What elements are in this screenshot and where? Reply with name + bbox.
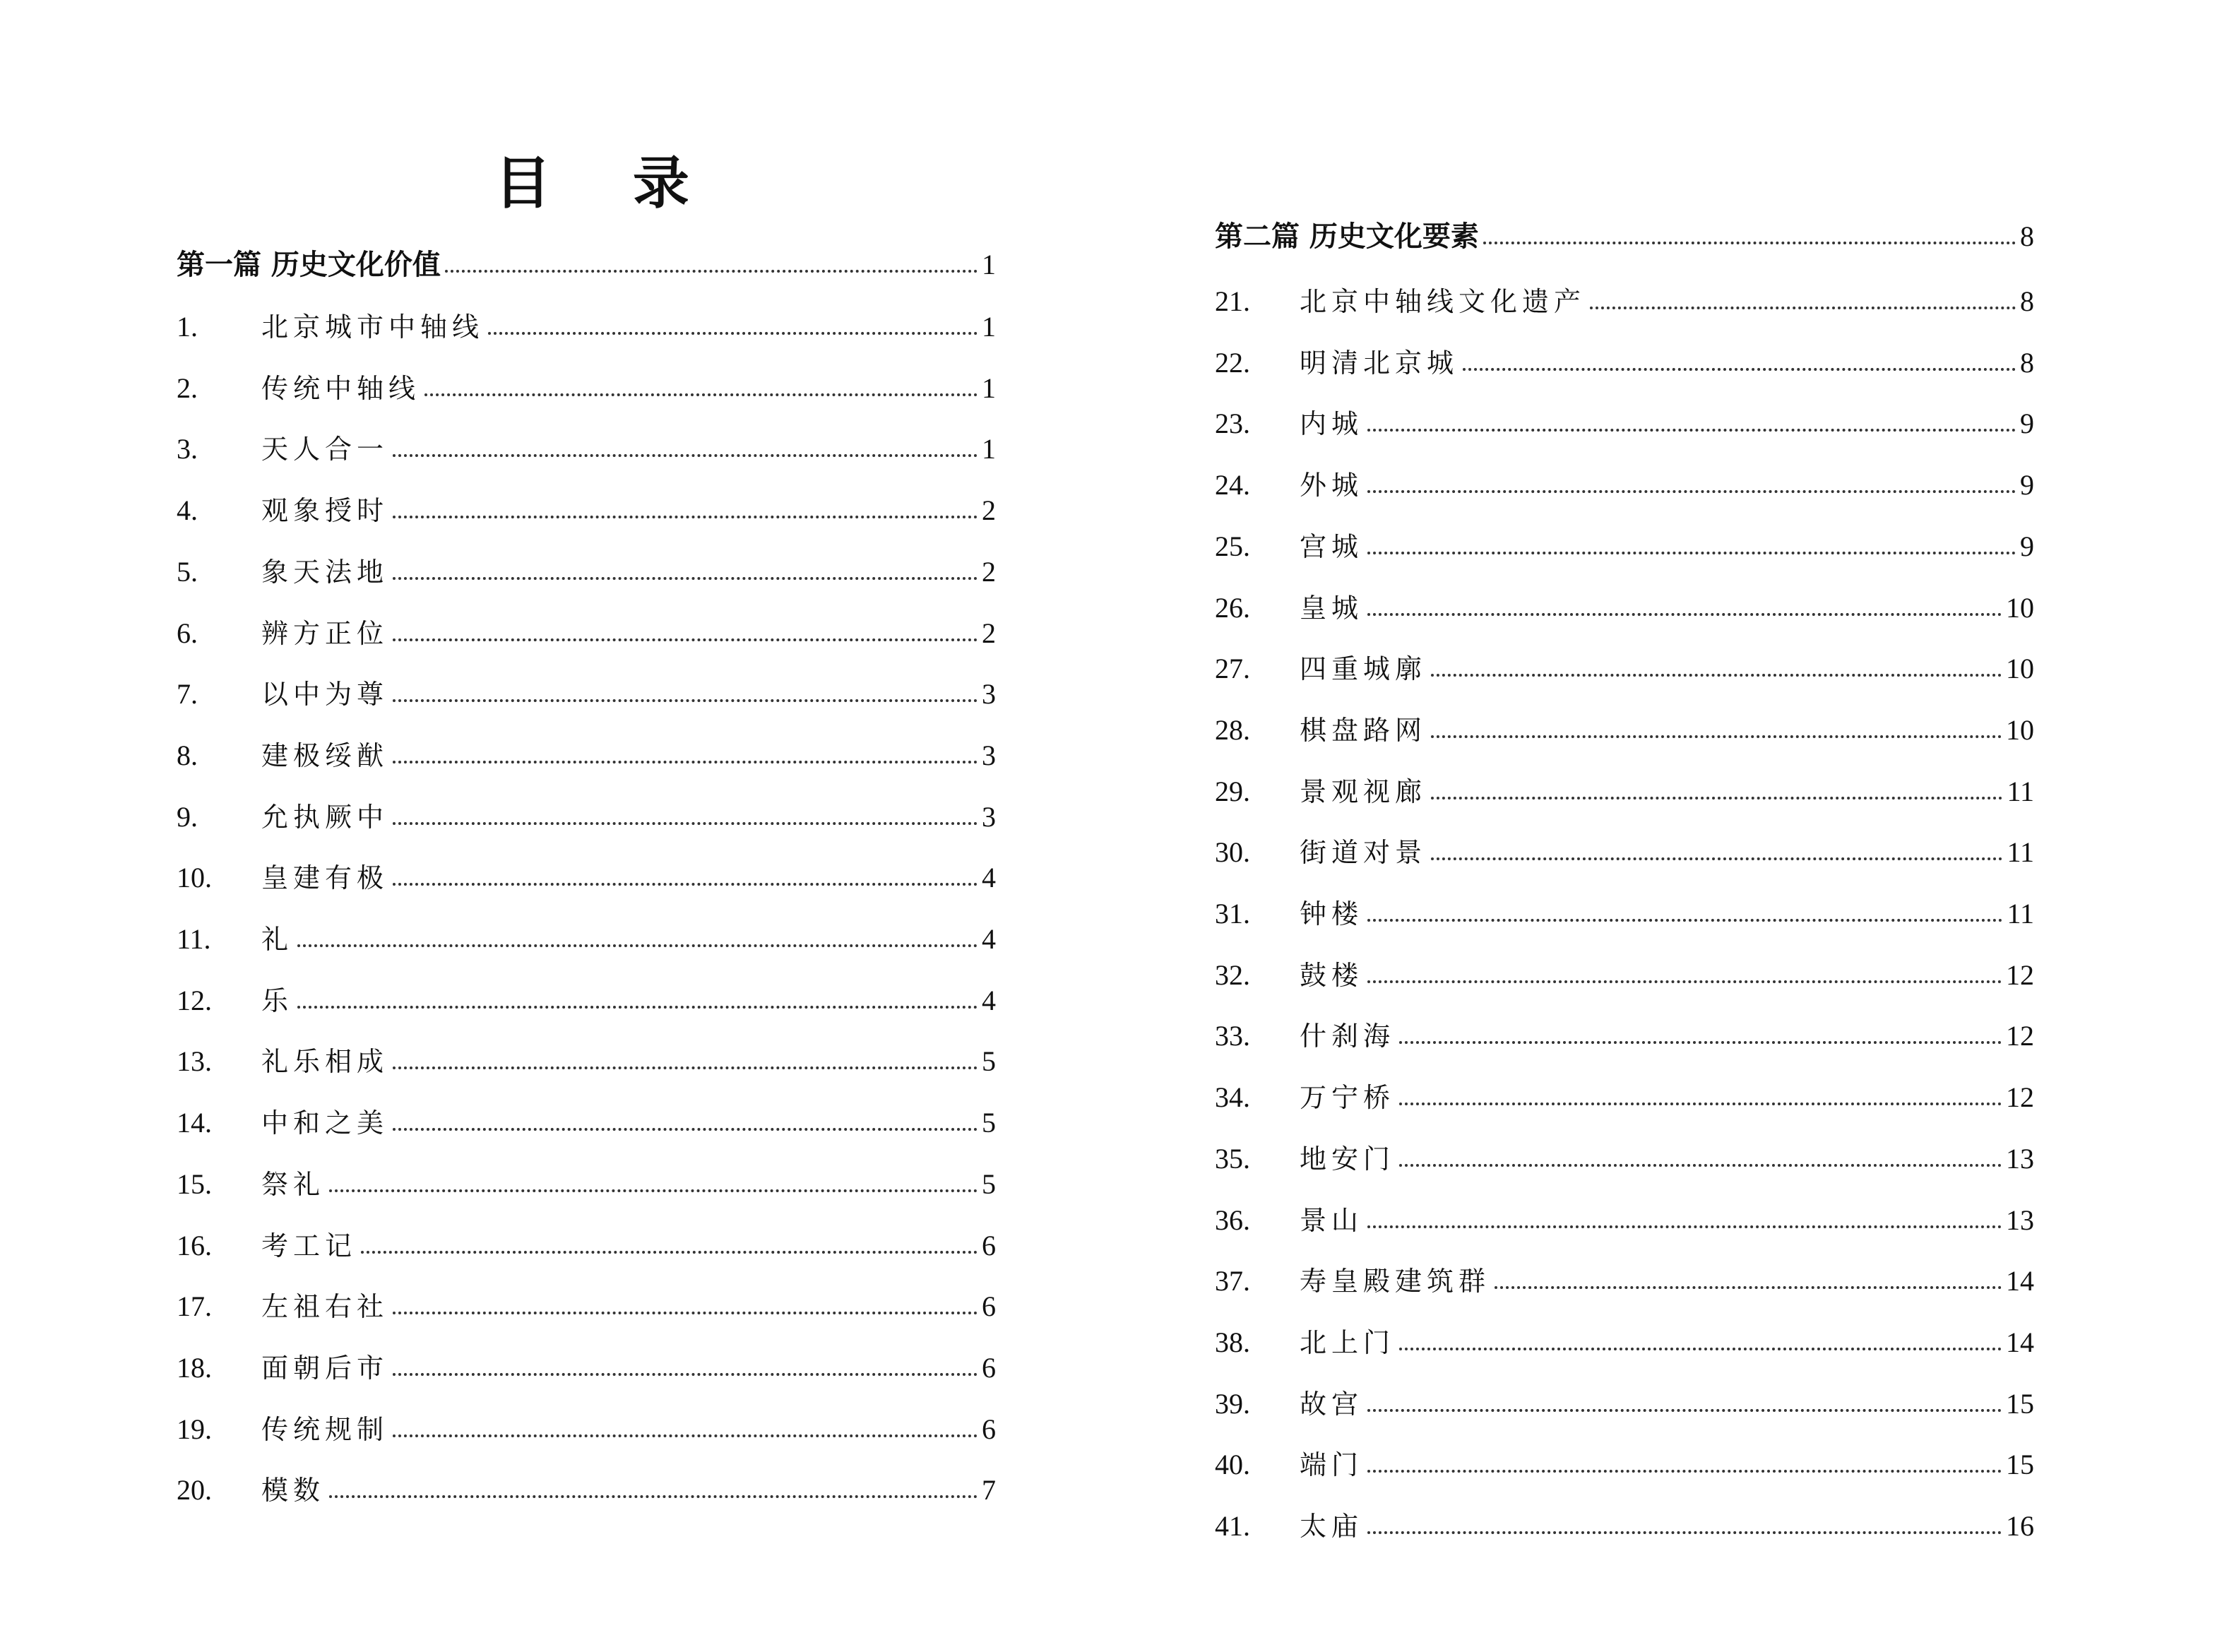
dot-leader [393, 577, 978, 580]
dot-leader [1483, 242, 2016, 244]
toc-entry[interactable] [177, 670, 996, 712]
toc-entry-label: 街道对景 [1300, 837, 1427, 869]
toc-entry-label: 面朝后市 [261, 1352, 389, 1384]
toc-entry-label: 观象授时 [261, 495, 389, 527]
toc-entry[interactable] [177, 1160, 996, 1202]
toc-page-number: 10 [2006, 653, 2034, 685]
toc-entry-number: 1. [177, 311, 198, 343]
toc-page-number: 12 [2006, 958, 2034, 991]
toc-entry[interactable] [1215, 1318, 2034, 1360]
toc-entry-label: 天人合一 [261, 434, 389, 465]
toc-entry[interactable] [1215, 1440, 2034, 1482]
toc-entry[interactable] [177, 302, 996, 345]
toc-page-number: 5 [982, 1167, 996, 1200]
toc-entry-number: 19. [177, 1413, 212, 1445]
toc-page-number: 5 [982, 1107, 996, 1139]
toc-section-label: 第一篇 历史文化价值 [177, 248, 441, 281]
toc-entry-label: 景观视廊 [1300, 776, 1427, 807]
toc-entry-number: 15. [177, 1167, 212, 1200]
toc-page-number: 2 [982, 494, 996, 527]
toc-entry[interactable] [1215, 889, 2034, 932]
toc-page-number: 3 [982, 739, 996, 771]
toc-page-number: 10 [2006, 591, 2034, 624]
dot-leader [393, 1312, 978, 1314]
toc-entry-label: 以中为尊 [261, 679, 389, 711]
toc-entry-label: 模数 [261, 1475, 326, 1507]
toc-entry-number: 34. [1215, 1081, 1250, 1114]
toc-entry[interactable] [177, 424, 996, 467]
toc-entry-label: 端门 [1300, 1449, 1364, 1481]
toc-entry-number: 31. [1215, 898, 1250, 929]
toc-page-number: 8 [2020, 285, 2034, 317]
toc-entry-number: 40. [1215, 1449, 1250, 1481]
toc-entry-label: 故宫 [1300, 1388, 1364, 1420]
toc-entry[interactable] [1215, 1502, 2034, 1544]
toc-entry-label: 寿皇殿建筑群 [1300, 1266, 1491, 1297]
toc-page-number: 11 [2007, 898, 2034, 929]
toc-entry-label: 考工记 [261, 1230, 357, 1261]
toc-entry[interactable] [1215, 1134, 2034, 1177]
toc-entry-label: 礼乐相成 [261, 1046, 389, 1078]
toc-entry-number: 2. [177, 372, 198, 404]
toc-entry-number: 32. [1215, 958, 1250, 991]
toc-entry-label: 外城 [1300, 470, 1364, 501]
toc-page-number: 13 [2006, 1142, 2034, 1175]
toc-page-number: 1 [982, 433, 996, 465]
toc-entry-label: 建极绥猷 [261, 739, 389, 771]
dot-leader [1367, 552, 2016, 554]
toc-entry[interactable] [1215, 1073, 2034, 1115]
toc-entry[interactable] [1215, 644, 2034, 687]
toc-entry-number: 12. [177, 984, 212, 1016]
toc-entry-number: 8. [177, 739, 198, 771]
toc-page-number: 1 [982, 249, 996, 280]
toc-entry[interactable] [1215, 706, 2034, 748]
toc-page-number: 1 [982, 372, 996, 404]
toc-page-number: 15 [2006, 1449, 2034, 1481]
dot-leader [1367, 429, 2016, 432]
toc-entry-number: 37. [1215, 1265, 1250, 1297]
toc-page-number: 6 [982, 1351, 996, 1384]
toc-page-number: 12 [2006, 1081, 2034, 1114]
toc-entry-label: 乐 [261, 985, 294, 1016]
toc-entry-number: 16. [177, 1229, 212, 1261]
dot-leader [1431, 797, 2002, 800]
dot-leader [1399, 1348, 2002, 1350]
dot-leader [1367, 490, 2016, 493]
page-title: 目 录 [494, 150, 720, 216]
toc-entry[interactable] [1215, 1196, 2034, 1238]
dot-leader [424, 393, 978, 396]
toc-entry-label: 鼓楼 [1300, 959, 1364, 991]
toc-entry[interactable] [177, 486, 996, 528]
dot-leader [488, 332, 978, 335]
toc-entry[interactable] [177, 1466, 996, 1508]
toc-entry[interactable] [177, 364, 996, 406]
toc-page-number: 12 [2006, 1020, 2034, 1052]
toc-entry[interactable] [1215, 277, 2034, 319]
toc-entry-number: 11. [177, 923, 211, 955]
toc-entry-number: 36. [1215, 1204, 1250, 1236]
dot-leader [1431, 857, 2002, 860]
toc-page-number: 4 [982, 862, 996, 894]
toc-entry-number: 23. [1215, 408, 1250, 440]
dot-leader [1431, 674, 2002, 677]
toc-entry[interactable] [177, 915, 996, 957]
dot-leader [297, 944, 978, 947]
toc-entry-number: 27. [1215, 653, 1250, 685]
toc-page-number: 1 [982, 311, 996, 343]
toc-entry-label: 礼 [261, 924, 294, 955]
dot-leader [393, 638, 978, 641]
dot-leader [361, 1251, 978, 1254]
toc-page-number: 14 [2006, 1265, 2034, 1297]
toc-entry-number: 21. [1215, 285, 1250, 317]
toc-entry-label: 传统中轴线 [261, 372, 421, 404]
dot-leader [1399, 1103, 2002, 1105]
toc-entry-label: 什刹海 [1300, 1021, 1396, 1052]
toc-entry[interactable] [1215, 460, 2034, 503]
toc-entry[interactable] [177, 731, 996, 773]
toc-page-number: 11 [2007, 836, 2034, 869]
toc-page-number: 4 [982, 984, 996, 1016]
toc-entry-number: 26. [1215, 591, 1250, 624]
dot-leader [1431, 735, 2002, 738]
toc-entry-label: 辨方正位 [261, 617, 389, 649]
toc-entry[interactable] [1215, 951, 2034, 993]
toc-page-right [1215, 0, 2034, 1652]
dot-leader [393, 516, 978, 518]
toc-entry-label: 棋盘路网 [1300, 714, 1427, 746]
toc-entry-number: 4. [177, 494, 198, 527]
toc-entry[interactable] [1215, 1379, 2034, 1422]
toc-entry[interactable] [177, 1343, 996, 1386]
dot-leader [393, 699, 978, 702]
toc-entry-number: 25. [1215, 530, 1250, 562]
toc-entry-number: 3. [177, 433, 198, 465]
toc-entry-label: 皇建有极 [261, 862, 389, 894]
dot-leader [1367, 1225, 2002, 1228]
toc-page-number: 9 [2020, 469, 2034, 501]
dot-leader [393, 1434, 978, 1437]
toc-entry-number: 18. [177, 1351, 212, 1384]
dot-leader [1367, 613, 2002, 616]
toc-entry-number: 14. [177, 1107, 212, 1139]
dot-leader [1495, 1286, 2002, 1289]
toc-entry-number: 35. [1215, 1142, 1250, 1175]
dot-leader [393, 454, 978, 457]
toc-entry-label: 北京中轴线文化遗产 [1300, 286, 1586, 317]
dot-leader [1399, 1164, 2002, 1167]
toc-page-number: 2 [982, 555, 996, 588]
dot-leader [329, 1189, 978, 1192]
toc-page-number: 8 [2020, 220, 2034, 252]
toc-entry-label: 钟楼 [1300, 898, 1364, 929]
toc-entry-label: 内城 [1300, 408, 1364, 440]
toc-entry[interactable] [177, 1282, 996, 1324]
toc-entry-number: 22. [1215, 346, 1250, 379]
toc-page-number: 5 [982, 1045, 996, 1078]
toc-page-number: 15 [2006, 1387, 2034, 1420]
dot-leader [297, 1006, 978, 1009]
toc-entry[interactable] [1215, 828, 2034, 870]
toc-page-number: 9 [2020, 530, 2034, 562]
toc-entry-label: 象天法地 [261, 556, 389, 588]
toc-entry-label: 四重城廓 [1300, 653, 1427, 685]
toc-entry[interactable] [1215, 522, 2034, 564]
dot-leader [1367, 1531, 2002, 1534]
toc-entry[interactable] [1215, 583, 2034, 626]
toc-page-number: 9 [2020, 408, 2034, 440]
toc-entry-number: 41. [1215, 1510, 1250, 1542]
toc-page-left [177, 0, 996, 1652]
toc-entry-label: 左祖右社 [261, 1291, 389, 1323]
dot-leader [393, 761, 978, 763]
toc-entry[interactable] [177, 976, 996, 1018]
toc-entry[interactable] [177, 609, 996, 651]
toc-entry-label: 太庙 [1300, 1511, 1364, 1542]
toc-entry-number: 6. [177, 617, 198, 649]
dot-leader [445, 270, 978, 273]
dot-leader [1590, 307, 2016, 309]
toc-entry-label: 允执厥中 [261, 801, 389, 833]
toc-entry-label: 祭礼 [261, 1168, 326, 1200]
toc-entry-label: 传统规制 [261, 1413, 389, 1445]
toc-entry[interactable] [1215, 1256, 2034, 1299]
toc-section-heading[interactable] [177, 240, 996, 283]
toc-entry-label: 中和之美 [261, 1107, 389, 1139]
toc-section-heading[interactable] [1215, 212, 2034, 254]
toc-page-number: 13 [2006, 1204, 2034, 1236]
toc-entry[interactable] [177, 1405, 996, 1447]
toc-page-number: 4 [982, 923, 996, 955]
toc-entry-number: 38. [1215, 1326, 1250, 1358]
toc-page-number: 6 [982, 1229, 996, 1261]
dot-leader [393, 1128, 978, 1131]
dot-leader [1463, 368, 2016, 371]
toc-entry-label: 皇城 [1300, 592, 1364, 624]
toc-page-number: 3 [982, 678, 996, 711]
toc-entry[interactable] [1215, 1011, 2034, 1054]
toc-page-number: 6 [982, 1413, 996, 1445]
toc-entry-number: 7. [177, 678, 198, 711]
dot-leader [393, 1373, 978, 1376]
toc-entry[interactable] [177, 1037, 996, 1079]
toc-entry[interactable] [1215, 399, 2034, 441]
toc-page-number: 7 [982, 1474, 996, 1507]
toc-entry-label: 北京城市中轴线 [261, 311, 485, 343]
toc-entry-number: 9. [177, 800, 198, 833]
toc-page-number: 8 [2020, 346, 2034, 379]
toc-entry[interactable] [177, 547, 996, 590]
dot-leader [329, 1495, 978, 1498]
toc-entry-number: 24. [1215, 469, 1250, 501]
toc-entry-number: 5. [177, 555, 198, 588]
toc-section-label: 第二篇 历史文化要素 [1215, 220, 1479, 253]
toc-page-number: 14 [2006, 1326, 2034, 1358]
toc-entry-label: 地安门 [1300, 1143, 1396, 1175]
toc-entry-label: 北上门 [1300, 1326, 1396, 1358]
toc-page-number: 16 [2006, 1510, 2034, 1542]
toc-entry[interactable] [177, 1221, 996, 1264]
toc-entry-number: 30. [1215, 836, 1250, 869]
dot-leader [1367, 1409, 2002, 1412]
toc-entry-label: 万宁桥 [1300, 1082, 1396, 1114]
dot-leader [1399, 1041, 2002, 1044]
toc-entry[interactable] [1215, 338, 2034, 381]
toc-entry-number: 13. [177, 1045, 212, 1078]
toc-entry-label: 景山 [1300, 1204, 1364, 1236]
toc-page-number: 10 [2006, 713, 2034, 746]
toc-page-number: 11 [2007, 775, 2034, 807]
toc-page-number: 3 [982, 800, 996, 833]
toc-entry[interactable] [177, 1098, 996, 1141]
dot-leader [393, 822, 978, 825]
toc-entry-number: 10. [177, 862, 212, 894]
toc-entry-number: 17. [177, 1290, 212, 1323]
toc-page-number: 6 [982, 1290, 996, 1323]
dot-leader [1367, 980, 2002, 983]
toc-entry-number: 20. [177, 1474, 212, 1507]
toc-entry[interactable] [177, 792, 996, 835]
toc-page-number: 2 [982, 617, 996, 649]
dot-leader [1367, 919, 2002, 922]
toc-entry-number: 33. [1215, 1020, 1250, 1052]
toc-entry-label: 宫城 [1300, 530, 1364, 562]
toc-entry[interactable] [1215, 767, 2034, 809]
toc-entry[interactable] [177, 853, 996, 896]
dot-leader [393, 1066, 978, 1069]
toc-entry-number: 28. [1215, 713, 1250, 746]
toc-entry-number: 29. [1215, 775, 1250, 807]
toc-entry-number: 39. [1215, 1387, 1250, 1420]
toc-entry-label: 明清北京城 [1300, 347, 1459, 379]
dot-leader [393, 883, 978, 886]
dot-leader [1367, 1470, 2002, 1473]
